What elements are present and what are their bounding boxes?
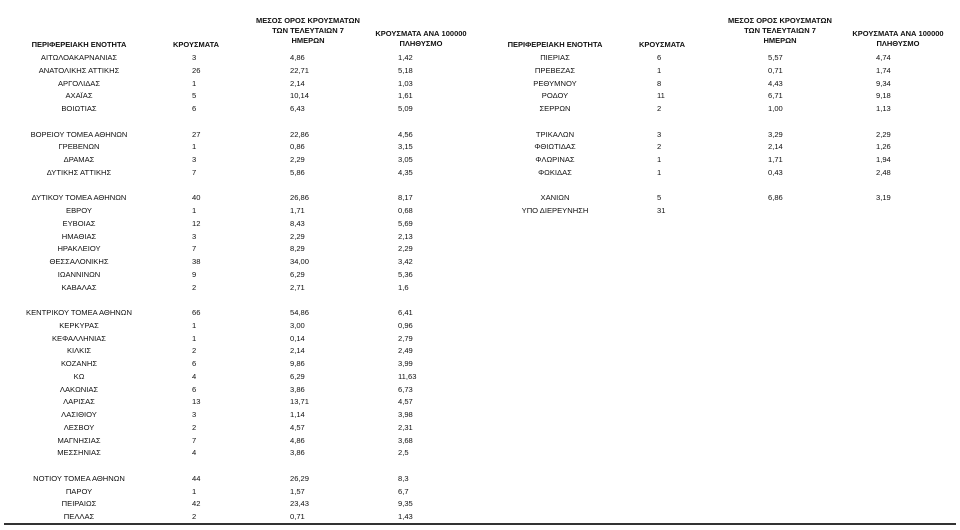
table-cell-per100k-value: 2,13 <box>398 231 413 241</box>
table-cell-region-name: ΔΥΤΙΚΗΣ ΑΤΤΙΚΗΣ <box>46 167 112 177</box>
table-cell-region-name: ΑΧΑΪΑΣ <box>65 91 93 101</box>
left-header-cases: ΚΡΟΥΣΜΑΤΑ <box>172 40 220 49</box>
table-cell-avg-value: 34,00 <box>290 257 310 266</box>
right-header-per100k-l2: ΠΛΗΘΥΣΜΟ <box>876 39 920 48</box>
left-header-avg <box>246 16 370 46</box>
table-cell-region-name: ΡΕΘΥΜΝΟΥ <box>533 78 577 88</box>
table-cell-per100k-value: 5,09 <box>398 104 413 113</box>
table-cell-region-name: ΡΟΔΟΥ <box>541 91 569 101</box>
right-header-avg-l2: ΤΩΝ ΤΕΛΕΥΤΑΙΩΝ 7 <box>744 26 816 35</box>
table-cell-per100k-value: 4,74 <box>876 53 891 62</box>
table-cell-avg-value: 1,71 <box>290 206 305 215</box>
table-cell-cases-value: 2 <box>657 142 662 152</box>
table-cell-cases-value: 5 <box>192 91 197 101</box>
table-cell-avg-value: 6,71 <box>768 91 783 101</box>
table-cell-per100k-value: 6,7 <box>398 486 409 496</box>
table-cell-cases-value: 12 <box>192 218 201 228</box>
left-header-per100k-l2: ΠΛΗΘΥΣΜΟ <box>399 39 443 48</box>
table-cell-per100k-value: 8,3 <box>398 473 409 483</box>
table-cell-avg-value: 0,86 <box>290 142 305 152</box>
table-cell-cases-value: 3 <box>192 231 197 241</box>
table-cell-avg-value: 2,14 <box>290 78 305 88</box>
table-cell-region-name: ΤΡΙΚΑΛΩΝ <box>535 129 575 139</box>
table-cell-per100k-value: 5,36 <box>398 269 413 279</box>
table-cell-per100k-value: 9,34 <box>876 78 891 88</box>
table-cell-region-name: ΛΕΣΒΟΥ <box>63 422 95 432</box>
table-cell-region-name: ΔΡΑΜΑΣ <box>63 155 95 164</box>
left-header-per100k <box>368 29 474 49</box>
table-cell-cases-value: 66 <box>192 308 201 317</box>
table-cell-per100k-value: 2,31 <box>398 422 413 432</box>
table-cell-cases-value: 1 <box>657 167 662 177</box>
table-cell-avg-value: 2,29 <box>290 231 305 241</box>
table-cell-region-name: ΗΜΑΘΙΑΣ <box>61 231 97 241</box>
table-cell-per100k-value: 3,05 <box>398 155 413 164</box>
table-cell-avg-value: 3,86 <box>290 384 305 394</box>
table-cell-cases-value: 27 <box>192 129 201 139</box>
table-cell-per100k-value: 4,35 <box>398 167 413 177</box>
table-cell-avg-value: 8,43 <box>290 218 305 228</box>
table-cell-region-name: ΕΒΡΟΥ <box>66 206 92 215</box>
table-cell-per100k-value: 9,35 <box>398 499 413 509</box>
table-cell-region-name: ΛΑΡΙΣΑΣ <box>63 397 95 407</box>
right-header-per100k <box>836 29 960 49</box>
table-cell-cases-value: 3 <box>192 410 197 419</box>
table-cell-per100k-value: 3,19 <box>876 193 891 203</box>
table-cell-avg-value: 3,29 <box>768 129 783 139</box>
table-cell-avg-value: 5,57 <box>768 53 783 62</box>
table-cell-cases-value: 2 <box>192 512 197 521</box>
table-cell-cases-value: 5 <box>657 193 662 203</box>
table-cell-avg-value: 6,43 <box>290 104 305 113</box>
table-cell-per100k-value: 1,03 <box>398 78 413 88</box>
table-cell-region-name: ΒΟΙΩΤΙΑΣ <box>61 104 97 113</box>
table-cell-region-name: ΚΕΝΤΡΙΚΟΥ ΤΟΜΕΑ ΑΘΗΝΩΝ <box>26 308 132 317</box>
table-cell-avg-value: 1,57 <box>290 486 305 496</box>
table-cell-cases-value: 9 <box>192 269 197 279</box>
table-cell-region-name: ΦΩΚΙΔΑΣ <box>538 167 572 177</box>
table-cell-avg-value: 22,86 <box>290 129 310 139</box>
table-cell-cases-value: 6 <box>192 359 197 368</box>
table-cell-region-name: ΚΙΛΚΙΣ <box>66 346 92 356</box>
left-header-region: ΠΕΡΙΦΕΡΕΙΑΚΗ ΕΝΟΤΗΤΑ <box>31 40 127 49</box>
table-cell-per100k-value: 1,61 <box>398 91 413 101</box>
table-cell-cases-value: 1 <box>192 206 197 215</box>
table-cell-avg-value: 0,71 <box>290 512 305 521</box>
left-header-avg-l3: ΗΜΕΡΩΝ <box>291 36 325 45</box>
right-header-avg-l1: ΜΕΣΟΣ ΟΡΟΣ ΚΡΟΥΣΜΑΤΩΝ <box>728 16 832 25</box>
table-cell-avg-value: 6,29 <box>290 371 305 381</box>
table-cell-cases-value: 7 <box>192 167 197 177</box>
table-cell-avg-value: 6,86 <box>768 193 783 203</box>
table-cell-cases-value: 13 <box>192 397 201 407</box>
table-cell-cases-value: 2 <box>657 104 662 113</box>
table-cell-per100k-value: 1,43 <box>398 512 413 521</box>
table-cell-per100k-value: 5,18 <box>398 65 413 75</box>
table-cell-cases-value: 44 <box>192 473 201 483</box>
left-header-avg-l1: ΜΕΣΟΣ ΟΡΟΣ ΚΡΟΥΣΜΑΤΩΝ <box>256 16 360 25</box>
table-cell-cases-value: 1 <box>192 333 197 343</box>
table-cell-region-name: ΕΥΒΟΙΑΣ <box>62 218 96 228</box>
table-cell-cases-value: 4 <box>192 371 197 381</box>
right-header-per100k-l1: ΚΡΟΥΣΜΑΤΑ ΑΝΑ 100000 <box>852 29 944 38</box>
table-cell-region-name: ΛΑΚΩΝΙΑΣ <box>59 384 99 394</box>
table-cell-per100k-value: 1,42 <box>398 53 413 62</box>
table-cell-cases-value: 1 <box>192 486 197 496</box>
table-cell-avg-value: 1,00 <box>768 104 783 113</box>
table-cell-cases-value: 7 <box>192 435 197 445</box>
table-cell-region-name: ΦΘΙΩΤΙΔΑΣ <box>534 142 576 152</box>
table-cell-per100k-value: 4,57 <box>398 397 413 407</box>
table-cell-per100k-value: 2,49 <box>398 346 413 356</box>
table-cell-region-name: ΚΕΡΚΥΡΑΣ <box>59 320 99 330</box>
table-cell-cases-value: 40 <box>192 193 201 203</box>
table-cell-avg-value: 1,71 <box>768 155 783 164</box>
table-cell-avg-value: 0,14 <box>290 333 305 343</box>
table-cell-cases-value: 31 <box>657 206 666 215</box>
table-cell-cases-value: 6 <box>192 104 197 113</box>
table-cell-region-name: ΑΝΑΤΟΛΙΚΗΣ ΑΤΤΙΚΗΣ <box>38 65 120 75</box>
table-cell-region-name: ΥΠΟ ΔΙΕΡΕΥΝΗΣΗ <box>521 206 589 215</box>
table-cell-region-name: ΠΕΛΛΑΣ <box>63 512 95 521</box>
table-cell-avg-value: 23,43 <box>290 499 310 509</box>
table-cell-cases-value: 1 <box>192 320 197 330</box>
table-cell-region-name: ΚΩ <box>73 371 85 381</box>
table-cell-avg-value: 26,29 <box>290 473 310 483</box>
table-cell-per100k-value: 2,29 <box>398 244 413 254</box>
table-cell-avg-value: 5,86 <box>290 167 305 177</box>
table-cell-region-name: ΝΟΤΙΟΥ ΤΟΜΕΑ ΑΘΗΝΩΝ <box>33 473 125 483</box>
table-cell-region-name: ΚΑΒΑΛΑΣ <box>61 282 97 292</box>
table-cell-region-name: ΔΥΤΙΚΟΥ ΤΟΜΕΑ ΑΘΗΝΩΝ <box>31 193 127 203</box>
table-cell-region-name: ΓΡΕΒΕΝΩΝ <box>58 142 100 152</box>
table-cell-per100k-value: 8,17 <box>398 193 413 203</box>
table-cell-cases-value: 1 <box>192 142 197 152</box>
table-cell-avg-value: 10,14 <box>290 91 310 101</box>
table-cell-avg-value: 9,86 <box>290 359 305 368</box>
table-cell-per100k-value: 9,18 <box>876 91 891 101</box>
table-cell-per100k-value: 3,68 <box>398 435 413 445</box>
right-header-region: ΠΕΡΙΦΕΡΕΙΑΚΗ ΕΝΟΤΗΤΑ <box>507 40 603 49</box>
table-cell-region-name: ΠΑΡΟΥ <box>65 486 93 496</box>
table-cell-region-name: ΧΑΝΙΩΝ <box>540 193 570 203</box>
table-cell-avg-value: 8,29 <box>290 244 305 254</box>
table-cell-per100k-value: 1,74 <box>876 65 891 75</box>
table-cell-region-name: ΚΕΦΑΛΛΗΝΙΑΣ <box>51 333 107 343</box>
table-cell-avg-value: 4,86 <box>290 53 305 62</box>
table-cell-region-name: ΠΕΙΡΑΙΩΣ <box>61 499 97 509</box>
table-cell-cases-value: 42 <box>192 499 201 509</box>
table-cell-cases-value: 3 <box>657 129 662 139</box>
left-header-per100k-l1: ΚΡΟΥΣΜΑΤΑ ΑΝΑ 100000 <box>375 29 467 38</box>
table-cell-avg-value: 3,00 <box>290 320 305 330</box>
table-cell-avg-value: 2,14 <box>290 346 305 356</box>
table-cell-per100k-value: 0,68 <box>398 206 413 215</box>
table-cell-cases-value: 4 <box>192 448 197 458</box>
table-cell-per100k-value: 3,15 <box>398 142 413 152</box>
table-cell-cases-value: 6 <box>657 53 662 62</box>
table-cell-cases-value: 2 <box>192 422 197 432</box>
table-cell-per100k-value: 1,13 <box>876 104 891 113</box>
table-cell-avg-value: 4,86 <box>290 435 305 445</box>
table-cell-cases-value: 3 <box>192 155 197 164</box>
table-cell-per100k-value: 2,48 <box>876 167 891 177</box>
table-cell-region-name: ΦΛΩΡΙΝΑΣ <box>535 155 575 164</box>
table-cell-region-name: ΚΟΖΑΝΗΣ <box>60 359 98 368</box>
table-cell-per100k-value: 0,96 <box>398 320 413 330</box>
table-cell-cases-value: 8 <box>657 78 662 88</box>
table-cell-region-name: ΜΕΣΣΗΝΙΑΣ <box>57 448 101 458</box>
bottom-rule <box>4 523 956 525</box>
table-cell-avg-value: 26,86 <box>290 193 310 203</box>
table-cell-cases-value: 1 <box>657 65 662 75</box>
table-cell-per100k-value: 3,42 <box>398 257 413 266</box>
table-cell-per100k-value: 3,98 <box>398 410 413 419</box>
table-cell-per100k-value: 5,69 <box>398 218 413 228</box>
table-cell-cases-value: 1 <box>657 155 662 164</box>
table-cell-per100k-value: 1,94 <box>876 155 891 164</box>
table-cell-region-name: ΠΙΕΡΙΑΣ <box>540 53 570 62</box>
table-cell-cases-value: 38 <box>192 257 201 266</box>
table-cell-avg-value: 4,43 <box>768 78 783 88</box>
table-cell-region-name: ΑΡΓΟΛΙΔΑΣ <box>57 78 101 88</box>
table-cell-per100k-value: 2,29 <box>876 129 891 139</box>
left-header-avg-l2: ΤΩΝ ΤΕΛΕΥΤΑΙΩΝ 7 <box>272 26 344 35</box>
right-header-avg-l3: ΗΜΕΡΩΝ <box>763 36 797 45</box>
table-cell-avg-value: 22,71 <box>290 65 310 75</box>
table-cell-cases-value: 26 <box>192 65 201 75</box>
table-cell-avg-value: 13,71 <box>290 397 310 407</box>
table-cell-avg-value: 4,57 <box>290 422 305 432</box>
table-cell-region-name: ΙΩΑΝΝΙΝΩΝ <box>57 269 101 279</box>
table-cell-avg-value: 54,86 <box>290 308 310 317</box>
table-cell-region-name: ΗΡΑΚΛΕΙΟΥ <box>57 244 101 254</box>
table-cell-per100k-value: 6,41 <box>398 308 413 317</box>
table-cell-avg-value: 2,14 <box>768 142 783 152</box>
table-cell-cases-value: 2 <box>192 346 197 356</box>
table-cell-avg-value: 0,43 <box>768 167 783 177</box>
table-cell-cases-value: 6 <box>192 384 197 394</box>
table-cell-cases-value: 7 <box>192 244 197 254</box>
table-cell-cases-value: 3 <box>192 53 197 62</box>
table-cell-avg-value: 2,29 <box>290 155 305 164</box>
table-cell-per100k-value: 1,26 <box>876 142 891 152</box>
table-cell-per100k-value: 2,79 <box>398 333 413 343</box>
right-header-avg <box>718 16 842 46</box>
table-cell-region-name: ΜΑΓΝΗΣΙΑΣ <box>57 435 101 445</box>
table-cell-avg-value: 1,14 <box>290 410 305 419</box>
table-cell-cases-value: 1 <box>192 78 197 88</box>
table-cell-per100k-value: 4,56 <box>398 129 413 139</box>
table-cell-per100k-value: 6,73 <box>398 384 413 394</box>
table-cell-region-name: ΛΑΣΙΘΙΟΥ <box>61 410 97 419</box>
table-cell-region-name: ΠΡΕΒΕΖΑΣ <box>534 65 576 75</box>
table-cell-avg-value: 0,71 <box>768 65 783 75</box>
table-cell-avg-value: 3,86 <box>290 448 305 458</box>
table-cell-cases-value: 11 <box>657 91 665 101</box>
table-cell-per100k-value: 3,99 <box>398 359 413 368</box>
right-header-cases: ΚΡΟΥΣΜΑΤΑ <box>638 40 686 49</box>
table-cell-per100k-value: 1,6 <box>398 282 409 292</box>
table-cell-per100k-value: 2,5 <box>398 448 409 458</box>
table-cell-region-name: ΘΕΣΣΑΛΟΝΙΚΗΣ <box>49 257 109 266</box>
table-cell-avg-value: 6,29 <box>290 269 305 279</box>
table-cell-region-name: ΒΟΡΕΙΟΥ ΤΟΜΕΑ ΑΘΗΝΩΝ <box>30 129 128 139</box>
table-cell-avg-value: 2,71 <box>290 282 305 292</box>
table-cell-region-name: ΑΙΤΩΛΟΑΚΑΡΝΑΝΙΑΣ <box>40 53 118 62</box>
table-cell-per100k-value: 11,63 <box>398 371 417 381</box>
table-cell-cases-value: 2 <box>192 282 197 292</box>
table-cell-region-name: ΣΕΡΡΩΝ <box>539 104 571 113</box>
